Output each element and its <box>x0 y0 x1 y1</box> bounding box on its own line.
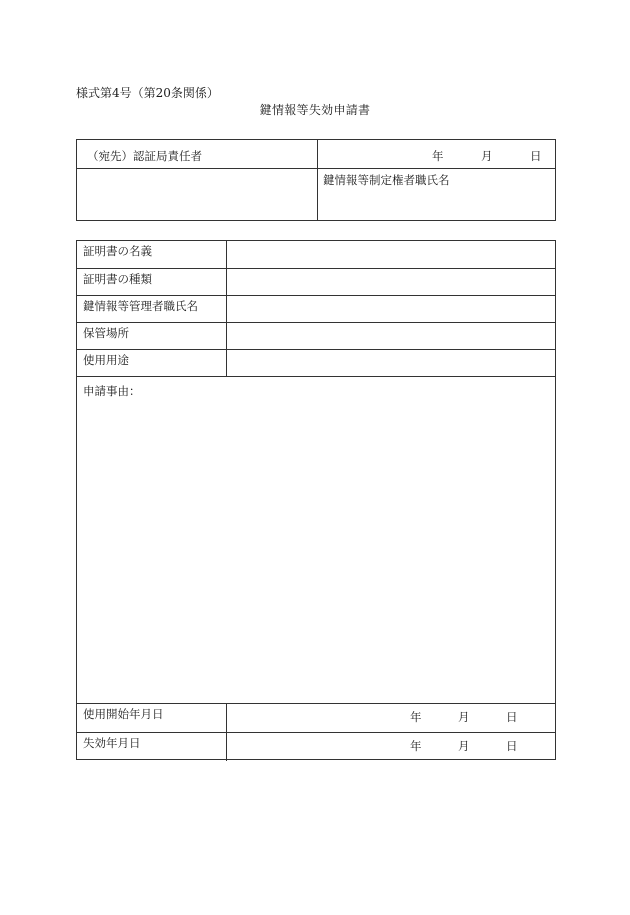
field-row-storage-location <box>77 322 555 350</box>
row-divider <box>226 269 227 296</box>
field-row-certificate-type <box>77 268 555 296</box>
row-divider <box>226 704 227 733</box>
row-divider <box>226 733 227 761</box>
field-label: 保管場所 <box>83 326 129 340</box>
revocation-month-label: 月 <box>458 739 470 753</box>
row-divider <box>226 350 227 377</box>
authority-name-label: 鍵情報等制定権者職氏名 <box>323 173 450 187</box>
application-table <box>76 240 556 760</box>
field-row-key-manager <box>77 295 555 323</box>
document-title: 鍵情報等失効申請書 <box>259 103 371 117</box>
field-row-certificate-holder <box>77 241 555 268</box>
field-label: 証明書の名義 <box>83 244 152 258</box>
row-divider <box>226 296 227 323</box>
date-row-label: 失効年月日 <box>83 736 141 750</box>
revocation-day-label: 日 <box>506 739 518 753</box>
date-month-label: 月 <box>481 149 493 163</box>
revocation-year-label: 年 <box>410 739 422 753</box>
form-number: 様式第4号（第20条関係） <box>76 86 219 100</box>
field-row-usage <box>77 349 555 377</box>
date-row-start <box>77 703 555 733</box>
field-label: 証明書の種類 <box>83 272 152 286</box>
field-label: 使用用途 <box>83 353 129 367</box>
row-divider <box>226 323 227 350</box>
date-day-label: 日 <box>530 149 542 163</box>
header-divider-horizontal <box>77 168 555 169</box>
date-year-label: 年 <box>432 149 444 163</box>
start-year-label: 年 <box>410 710 422 724</box>
start-day-label: 日 <box>506 710 518 724</box>
field-label: 鍵情報等管理者職氏名 <box>83 299 198 313</box>
date-row-label: 使用開始年月日 <box>83 707 164 721</box>
reason-section[interactable] <box>77 376 555 704</box>
reason-label: 申請事由： <box>83 384 141 398</box>
application-date[interactable] <box>317 148 555 164</box>
date-row-revocation <box>77 732 555 761</box>
addressee-label: （宛先）認証局責任者 <box>87 149 202 163</box>
row-divider <box>226 241 227 268</box>
addressee-block <box>76 139 556 221</box>
start-month-label: 月 <box>458 710 470 724</box>
